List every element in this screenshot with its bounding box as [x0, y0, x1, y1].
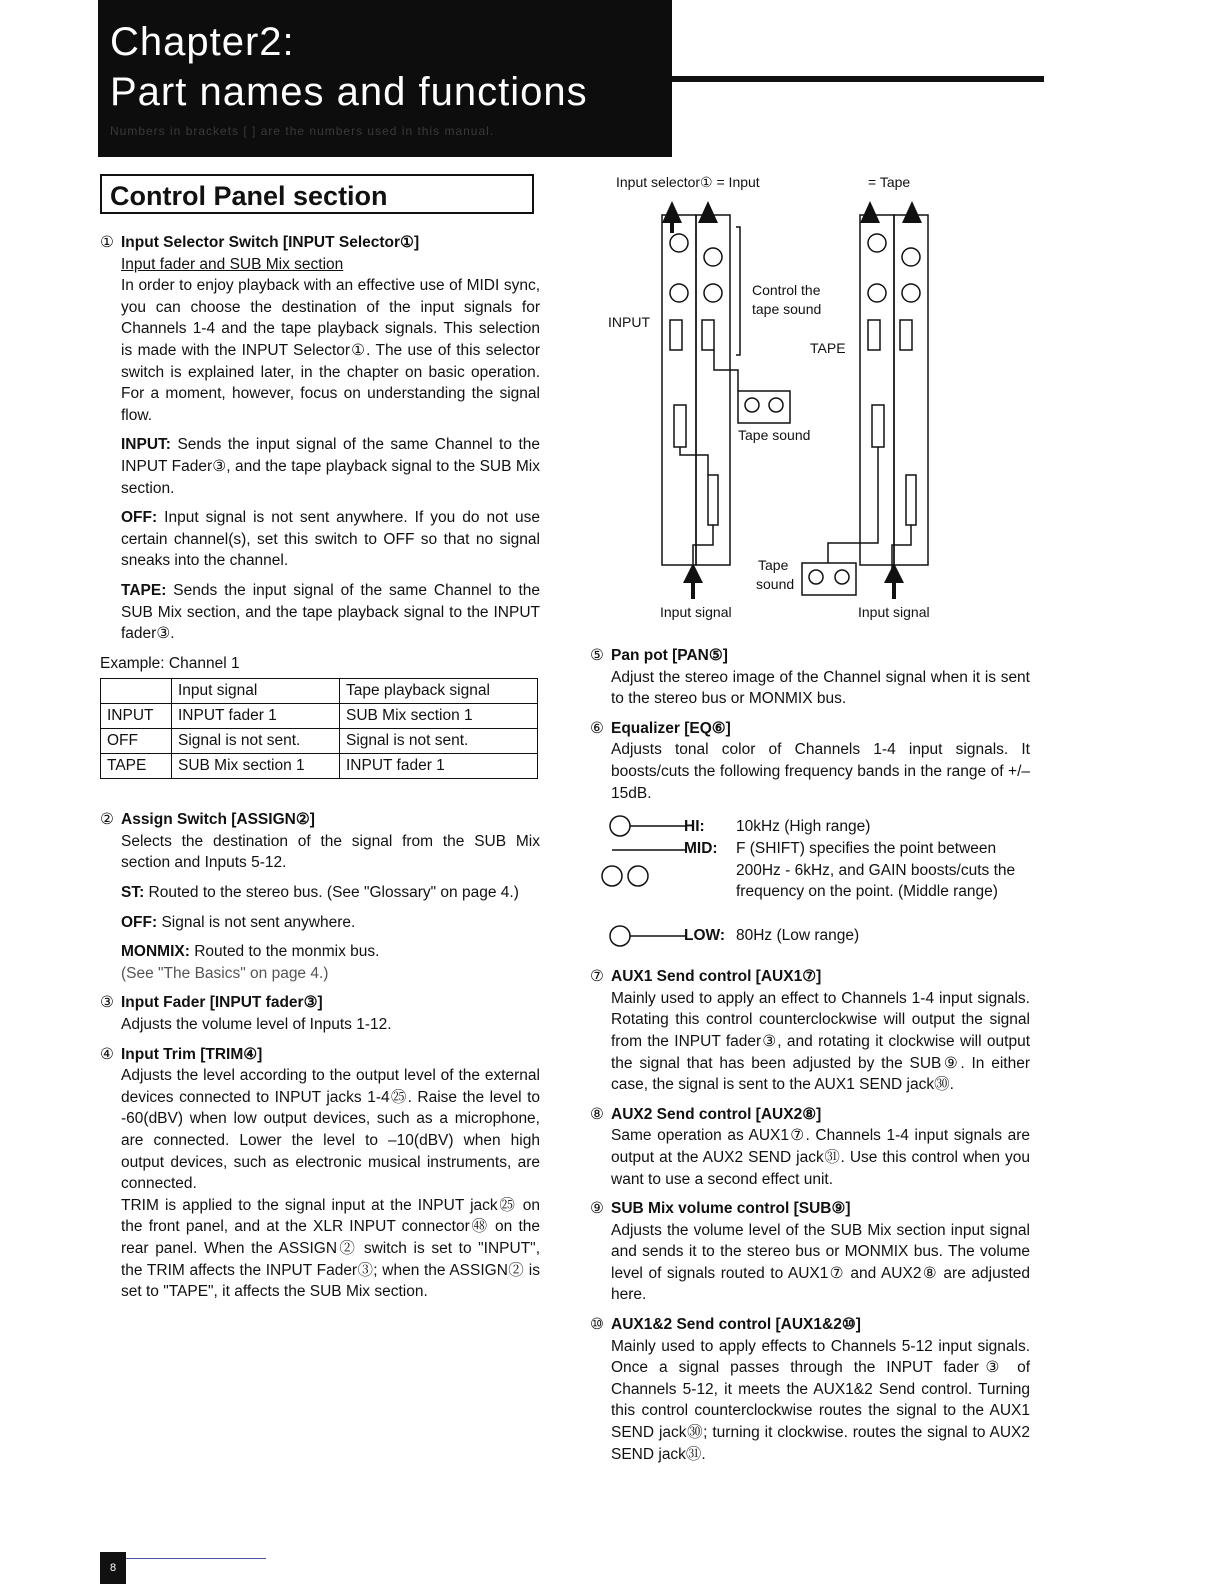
- low-knob-icon: [610, 926, 630, 946]
- arrow-up-icon: [662, 201, 682, 223]
- right-column: [590, 645, 1030, 1465]
- table-row: TAPE SUB Mix section 1 INPUT fader 1: [101, 754, 538, 779]
- left-strip-a: [662, 215, 696, 565]
- knob-icon: [670, 284, 688, 302]
- tape-path: [714, 350, 738, 391]
- arrow-up-icon: [884, 563, 904, 583]
- left-column: [100, 232, 540, 1303]
- item3-heading: ③ Input Fader [INPUT fader③]: [100, 994, 323, 1012]
- item6-paragraph: Adjusts tonal color of Channels 1-4 input signals. It boosts/cuts the following frequency bands in the range of +/–15dB.: [611, 741, 1030, 802]
- example-label: Example: Channel 1: [100, 654, 240, 672]
- fader-knob-icon: [872, 405, 884, 447]
- item9-heading: ⑨ SUB Mix volume control [SUB⑨]: [590, 1200, 851, 1218]
- chapter-header: [98, 0, 672, 157]
- item5-heading: ⑤ Pan pot [PAN⑤]: [590, 647, 728, 664]
- chapter-subtitle: Numbers in brackets [ ] are the numbers used in this manual.: [110, 124, 495, 138]
- item8-paragraph: Same operation as AUX1⑦. Channels 1-4 input signals are output at the AUX2 SEND jack㉛. Use this control when you want to use a second effect unit.: [611, 1127, 1030, 1188]
- table-header-row: Input signal Tape playback signal: [101, 679, 538, 704]
- item1-heading: ① Input Selector Switch [INPUT Selector①]: [100, 234, 420, 251]
- left-strip-b: [696, 215, 730, 565]
- diagram-control-line2: tape sound: [752, 301, 822, 317]
- item4-paragraph1: Adjusts the level according to the output level of the external devices connected to INPUT jacks 1-4㉕. Raise the level to -60(dBV) when low output devices, such as a microphone, are connected. Lower the level to –10(dBV) when high output devices, such as electronic musical instruments, are connected.: [121, 1067, 540, 1193]
- item6-heading: ⑥ Equalizer [EQ⑥]: [590, 719, 731, 737]
- knob-icon: [902, 248, 920, 266]
- table-row: INPUT INPUT fader 1 SUB Mix section 1: [101, 704, 538, 729]
- eq-low-label: LOW:: [684, 927, 726, 945]
- fader-knob-icon: [906, 475, 916, 525]
- item2-note: (See "The Basics" on page 4.): [121, 964, 329, 982]
- switch-icon: [868, 320, 880, 350]
- eq-band-diagram: [590, 804, 1030, 966]
- item10-heading: ⑩ AUX1&2 Send control [AUX1&2⑩]: [590, 1316, 861, 1334]
- knob-icon: [704, 284, 722, 302]
- arrow-up-icon: [902, 201, 922, 223]
- example-table: [100, 678, 538, 779]
- page-number: 8: [100, 1552, 126, 1584]
- signal-arrows: [662, 201, 922, 599]
- eq-knobs-illustration: [590, 804, 690, 966]
- item7-heading: ⑦ AUX1 Send control [AUX1⑦]: [590, 968, 822, 986]
- table-row: OFF Signal is not sent. Signal is not sent.: [101, 729, 538, 754]
- eq-mid-label: MID:: [684, 840, 718, 858]
- section-title: Control Panel section: [100, 174, 534, 214]
- diagram-input-label: INPUT: [608, 314, 650, 330]
- diagram-tape-sound-2b: sound: [756, 576, 795, 592]
- chapter-title-line2: Part names and functions: [110, 70, 588, 114]
- header-rule: [672, 76, 1044, 82]
- knob-icon: [670, 234, 688, 252]
- eq-mid-text: F (SHIFT) specifies the point between 200Hz - 6kHz, and GAIN boosts/cuts the frequency on the point. (Middle range): [736, 840, 1016, 901]
- item8-heading: ⑧ AUX2 Send control [AUX2⑧]: [590, 1105, 822, 1123]
- eq-hi-text: 10kHz (High range): [736, 818, 871, 836]
- item7-paragraph: Mainly used to apply an effect to Channels 1-4 input signals. Rotating this control counterclockwise will output the signal from the INPUT fader③, and rotating it clockwise will output the signal that has been adjusted by the SUB⑨. In either case, the signal is sent to the AUX1 SEND jack㉚.: [611, 989, 1030, 1094]
- mid-freq-knob-icon: [602, 866, 622, 886]
- item2-heading: ② Assign Switch [ASSIGN②]: [100, 811, 315, 829]
- bracket: [736, 227, 740, 355]
- right-strip-a: [860, 215, 894, 565]
- fader-knob-icon: [708, 475, 718, 525]
- item2-monmix-desc: MONMIX: Routed to the monmix bus.: [121, 943, 380, 961]
- diagram-tape-sound-2a: Tape: [758, 557, 789, 573]
- footer-rule: [126, 1558, 266, 1559]
- switch-icon: [670, 320, 682, 350]
- item2-off-desc: OFF: Signal is not sent anywhere.: [121, 913, 356, 931]
- item1-subheading: Input fader and SUB Mix section: [121, 255, 344, 273]
- signal-flow-diagram: [590, 165, 1050, 630]
- switch-icon: [702, 320, 714, 350]
- item9-paragraph: Adjusts the volume level of the SUB Mix section input signal and sends it to the stereo bus or MONMIX bus. The volume level of signals routed to AUX1⑦ and AUX2⑧ are adjusted here.: [611, 1221, 1030, 1304]
- knob-icon: [868, 234, 886, 252]
- arrow-up-icon: [683, 563, 703, 583]
- item2-paragraph: Selects the destination of the signal from the SUB Mix section and Inputs 5-12.: [121, 832, 540, 872]
- diagram-input-signal-right: Input signal: [858, 604, 930, 620]
- item3-paragraph: Adjusts the volume level of Inputs 1-12.: [121, 1016, 392, 1034]
- item4-paragraph2: TRIM is applied to the signal input at the INPUT jack㉕ on the front panel, and at the XLR INPUT connector㊽ on the rear panel. When the ASSIGN② switch is set to "INPUT", the TRIM affects the INPUT Fader③; when the ASSIGN② is set to "TAPE", it affects the SUB Mix section.: [121, 1196, 540, 1301]
- right-strip-b: [894, 215, 928, 565]
- knob-icon: [902, 284, 920, 302]
- item1-off-desc: OFF: Input signal is not sent anywhere. If you do not use certain channel(s), set this switch to OFF so that no signal sneaks into the channel.: [121, 509, 540, 570]
- item4-heading: ④ Input Trim [TRIM④]: [100, 1045, 263, 1063]
- diagram-top-right-label: = Tape: [868, 174, 911, 190]
- diagram-input-signal-left: Input signal: [660, 604, 732, 620]
- arrow-up-icon: [860, 201, 880, 223]
- knob-icon: [868, 284, 886, 302]
- switch-icon: [900, 320, 912, 350]
- eq-low-text: 80Hz (Low range): [736, 927, 860, 945]
- item1-input-desc: INPUT: Sends the input signal of the same Channel to the INPUT Fader③, and the tape playback signal to the SUB Mix section.: [121, 436, 540, 497]
- mid-gain-knob-icon: [628, 866, 648, 886]
- arrow-up-icon: [698, 201, 718, 223]
- item5-paragraph: Adjust the stereo image of the Channel signal when it is sent to the stereo bus or MONMIX bus.: [611, 668, 1030, 708]
- cassette-icon: [802, 563, 856, 595]
- eq-hi-label: HI:: [684, 818, 705, 836]
- item1-paragraph: In order to enjoy playback with an effective use of MIDI sync, you can choose the destination of the input signals for Channels 1-4 and the tape playback signals. This selection is made with the INPUT Selector①. The use of this selector switch is explained later, in the chapter on basic operation. For a moment, however, focus on understanding the signal flow.: [121, 277, 540, 424]
- chapter-title-line1: Chapter2:: [110, 20, 295, 64]
- item1-tape-desc: TAPE: Sends the input signal of the same Channel to the SUB Mix section, and the tape playback signal to the INPUT fader③.: [121, 581, 540, 643]
- knob-icon: [704, 248, 722, 266]
- diagram-top-left-label: Input selector① = Input: [616, 174, 760, 190]
- item10-paragraph: Mainly used to apply effects to Channels 5-12 input signals. Once a signal passes through the INPUT fader③ of Channels 5-12, it meets the AUX1&2 Send control. Turning this control counterclockwise routes the signal to the AUX1 SEND jack㉚; turning it clockwise. routes the signal to AUX2 SEND jack㉛.: [611, 1337, 1030, 1463]
- diagram-control-line1: Control the: [752, 282, 821, 298]
- item2-st-desc: ST: Routed to the stereo bus. (See "Glossary" on page 4.): [121, 884, 519, 902]
- diagram-tape-label: TAPE: [810, 340, 846, 356]
- hi-knob-icon: [610, 816, 630, 836]
- diagram-tape-sound-1: Tape sound: [738, 427, 811, 443]
- fader-knob-icon: [674, 405, 686, 447]
